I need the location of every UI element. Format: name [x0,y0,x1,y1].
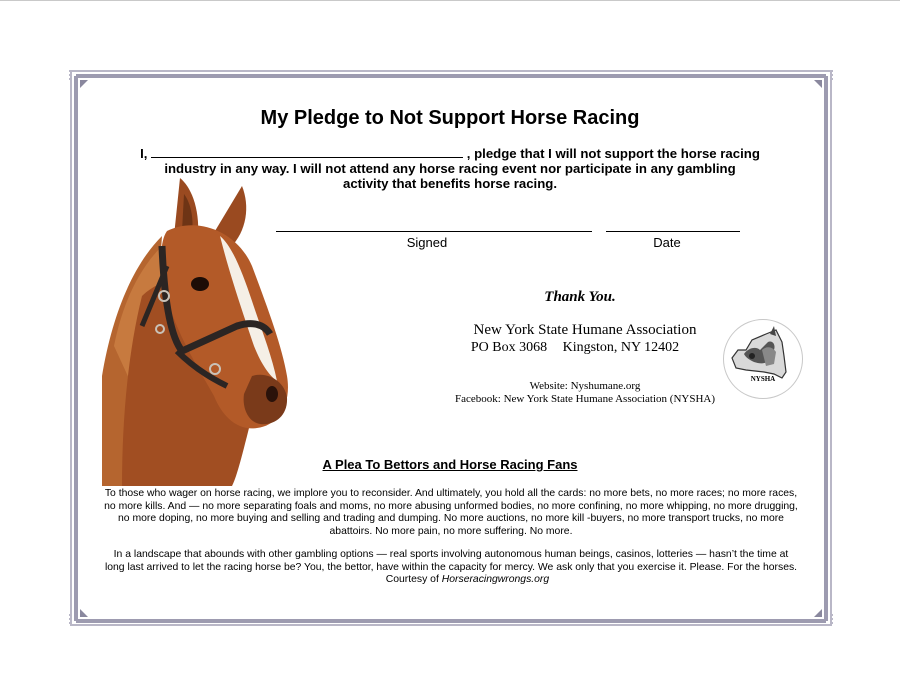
organization-address [440,340,710,356]
pledge-line-2: industry in any way. I will not attend any horse racing event nor participate in any gambling [164,161,736,176]
plea-title: A Plea To Bettors and Horse Racing Fans [322,457,578,472]
organization-contact [440,380,730,406]
page-title: My Pledge to Not Support Horse Racing [260,107,640,129]
date-label: Date [653,235,681,250]
courtesy-prefix: Courtesy of [385,574,439,586]
facebook-text: Facebook: New York State Humane Association (NYSHA) [455,393,715,405]
plea-paragraph-2-text: In a landscape that abounds with other gambling options — real sports involving autonomous human beings, casinos, lotteries — hasn’t the time at long last arrived to let the racing horse be? You, the bettor, have within the capacity for mercy. We ask only that you exercise it. Please. For the horses. [104,549,798,573]
po-box: PO Box 3068 [470,340,548,355]
horse-image [102,176,292,486]
pledge-text [118,146,782,191]
pledge-line-1-suffix: , pledge that I will not support the horse racing [466,146,760,161]
pledge-prefix: I, [140,146,148,161]
name-blank-field[interactable] [151,146,463,158]
city-zip: Kingston, NY 12402 [562,340,680,355]
signature-line[interactable] [276,231,592,232]
date-line[interactable] [606,231,740,232]
courtesy-source: Horseracingwrongs.org [441,574,550,586]
nysha-logo-icon [724,320,802,398]
thank-you-text: Thank You. [544,289,616,305]
organization-name: New York State Humane Association [473,322,697,338]
nysha-logo [723,319,803,399]
logo-text: NYSHA [750,375,776,383]
pledge-line-1 [118,146,782,161]
plea-paragraph-2 [104,549,798,587]
pledge-line-3: activity that benefits horse racing. [343,176,557,191]
plea-paragraph-1: To those who wager on horse racing, we implore you to reconsider. And ultimately, you hold all the cards: no more bets, no more races; no more races, no more kills. And — no more separating foals and moms, no more abusing unformed bodies, no more confining, no more whipping, no more drugging, no more doping, no more buying and selling and trading and dumping. No more auctions, no more kill -buyers, no more transport trucks, no more abattoirs. No more pain, no more suffering. No more. [104,488,798,537]
website-text: Website: Nyshumane.org [529,380,641,392]
signed-label: Signed [406,235,448,250]
